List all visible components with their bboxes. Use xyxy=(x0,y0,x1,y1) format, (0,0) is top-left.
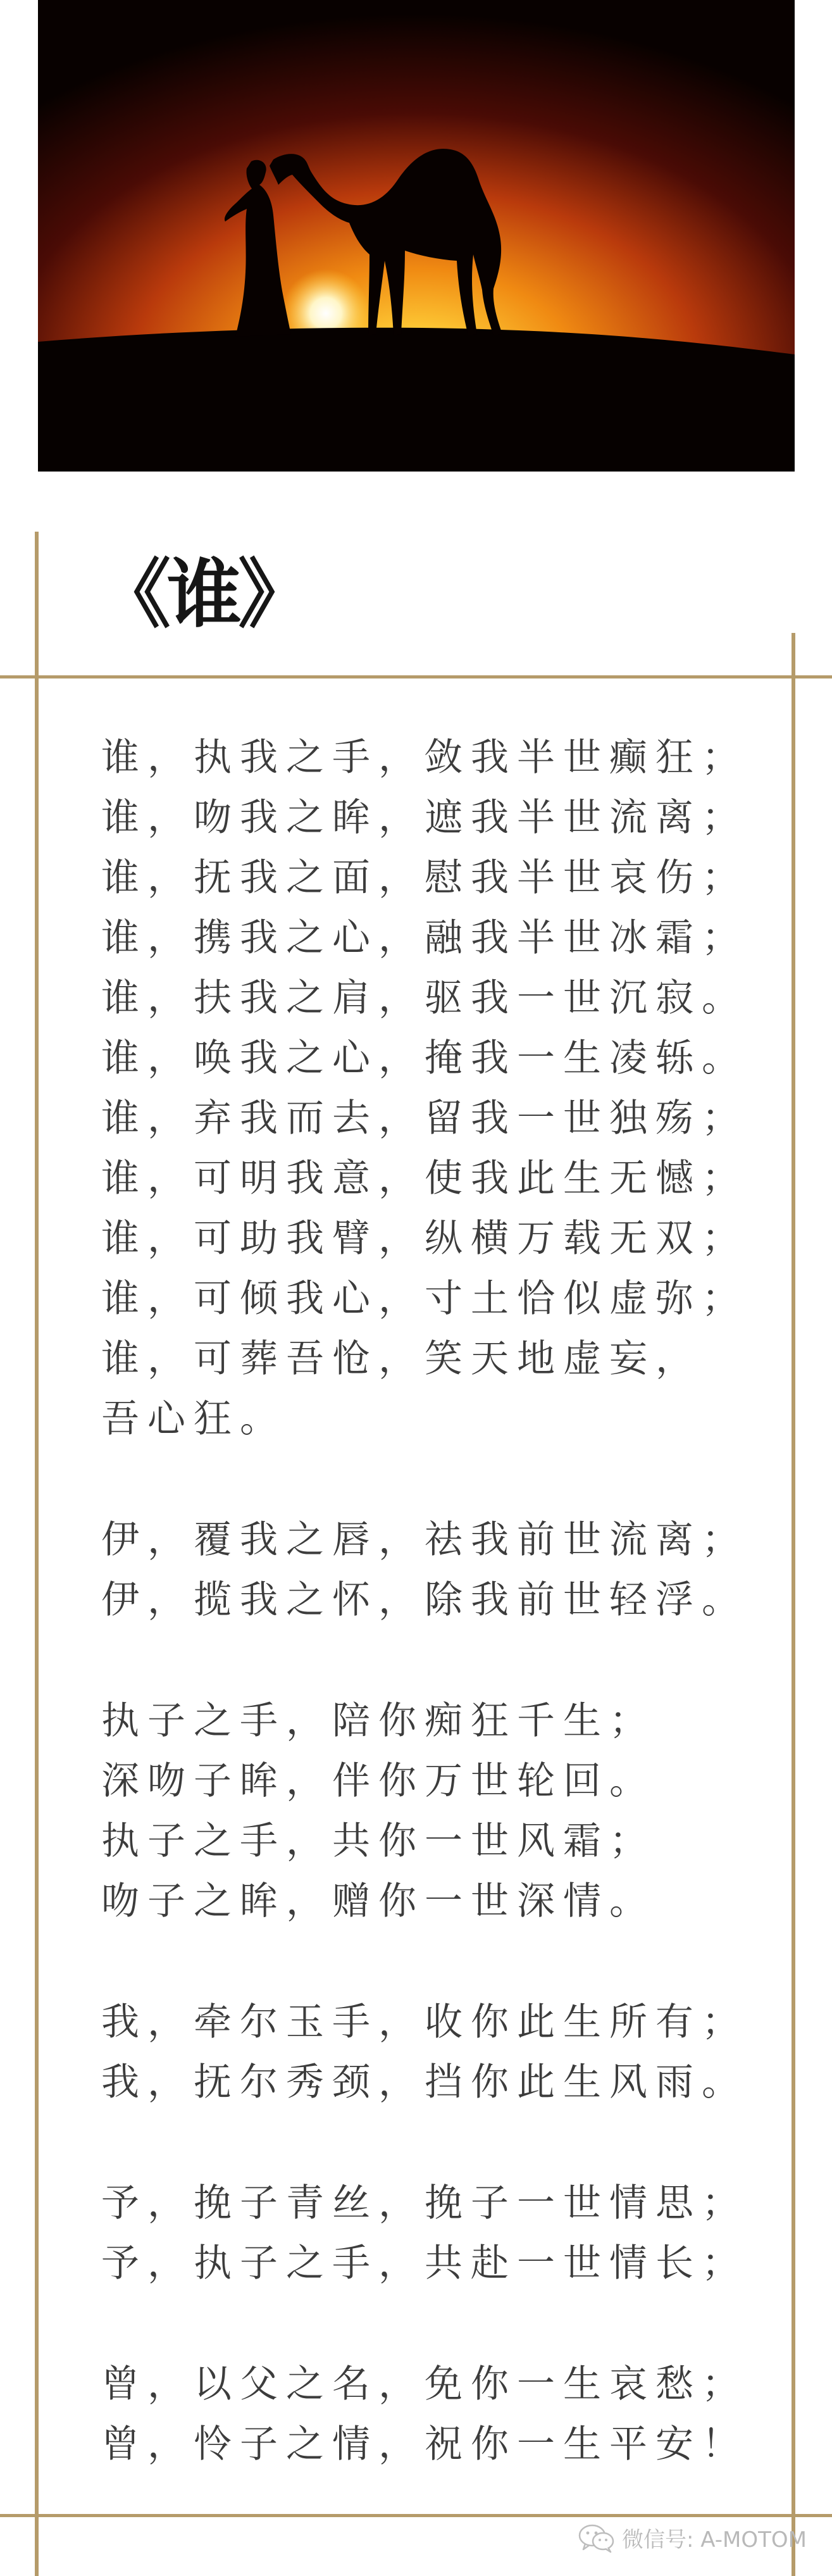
poem-line: 我，牵尔玉手，收你此生所有； xyxy=(101,2000,748,2044)
poem-line: 谁，可葬吾怆，笑天地虚妄， xyxy=(101,1337,702,1381)
poem-body xyxy=(101,728,785,2535)
poem-line: 谁，吻我之眸，遮我半世流离； xyxy=(101,796,748,840)
watermark-text: 微信号: A-MOTOM xyxy=(621,2527,807,2553)
poem-line: 予，执子之手，共赴一世情长； xyxy=(101,2241,748,2285)
frame-top-line xyxy=(0,675,832,678)
poem-line: 谁，携我之心，融我半世冰霜； xyxy=(101,916,748,960)
poem-line: 吻子之眸，赠你一世深情。 xyxy=(101,1879,655,1923)
poem-line: 谁，扶我之肩，驱我一世沉寂。 xyxy=(101,976,748,1020)
poem-line: 谁，可倾我心，寸土恰似虚弥； xyxy=(101,1277,748,1321)
poem-line: 执子之手，共你一世风霜； xyxy=(101,1819,655,1863)
stanza xyxy=(101,1691,785,1932)
frame-left-line xyxy=(35,532,39,2576)
poem-line: 我，抚尔秀颈，挡你此生风雨。 xyxy=(101,2060,748,2104)
wechat-icon xyxy=(578,2523,616,2553)
poem-line: 曾，以父之名，免你一生哀愁； xyxy=(101,2362,748,2406)
stanza xyxy=(101,1992,785,2113)
poem-line: 吾心狂。 xyxy=(101,1397,286,1441)
poem-line: 深吻子眸，伴你万世轮回。 xyxy=(101,1759,655,1803)
poem-line: 伊，揽我之怀，除我前世轻浮。 xyxy=(101,1578,748,1622)
sunset-camel-image xyxy=(38,0,795,472)
poem-line: 谁，可助我臂，纵横万载无双； xyxy=(101,1216,748,1261)
poem-line: 谁，可明我意，使我此生无憾； xyxy=(101,1156,748,1201)
poem-title: 《谁》 xyxy=(96,550,309,638)
frame-right-line xyxy=(792,633,795,2576)
watermark xyxy=(578,2522,807,2553)
poem-line: 予，挽子青丝，挽子一世情思； xyxy=(101,2181,748,2225)
stanza xyxy=(101,728,785,1449)
poem-line: 谁，弃我而去，留我一世独殇； xyxy=(101,1096,748,1141)
header-photo xyxy=(38,0,795,472)
poem-line: 谁，执我之手，敛我半世癫狂； xyxy=(101,735,748,780)
stanza xyxy=(101,1510,785,1630)
poem-line: 执子之手，陪你痴狂千生； xyxy=(101,1699,655,1743)
stanza xyxy=(101,2173,785,2294)
poem-line: 谁，抚我之面，慰我半世哀伤； xyxy=(101,856,748,900)
poem-line: 伊，覆我之唇，祛我前世流离； xyxy=(101,1518,748,1562)
stanza xyxy=(101,2354,785,2475)
poem-line: 曾，怜子之情，祝你一生平安！ xyxy=(101,2422,748,2467)
poem-line: 谁，唤我之心，掩我一生凌轹。 xyxy=(101,1036,748,1080)
